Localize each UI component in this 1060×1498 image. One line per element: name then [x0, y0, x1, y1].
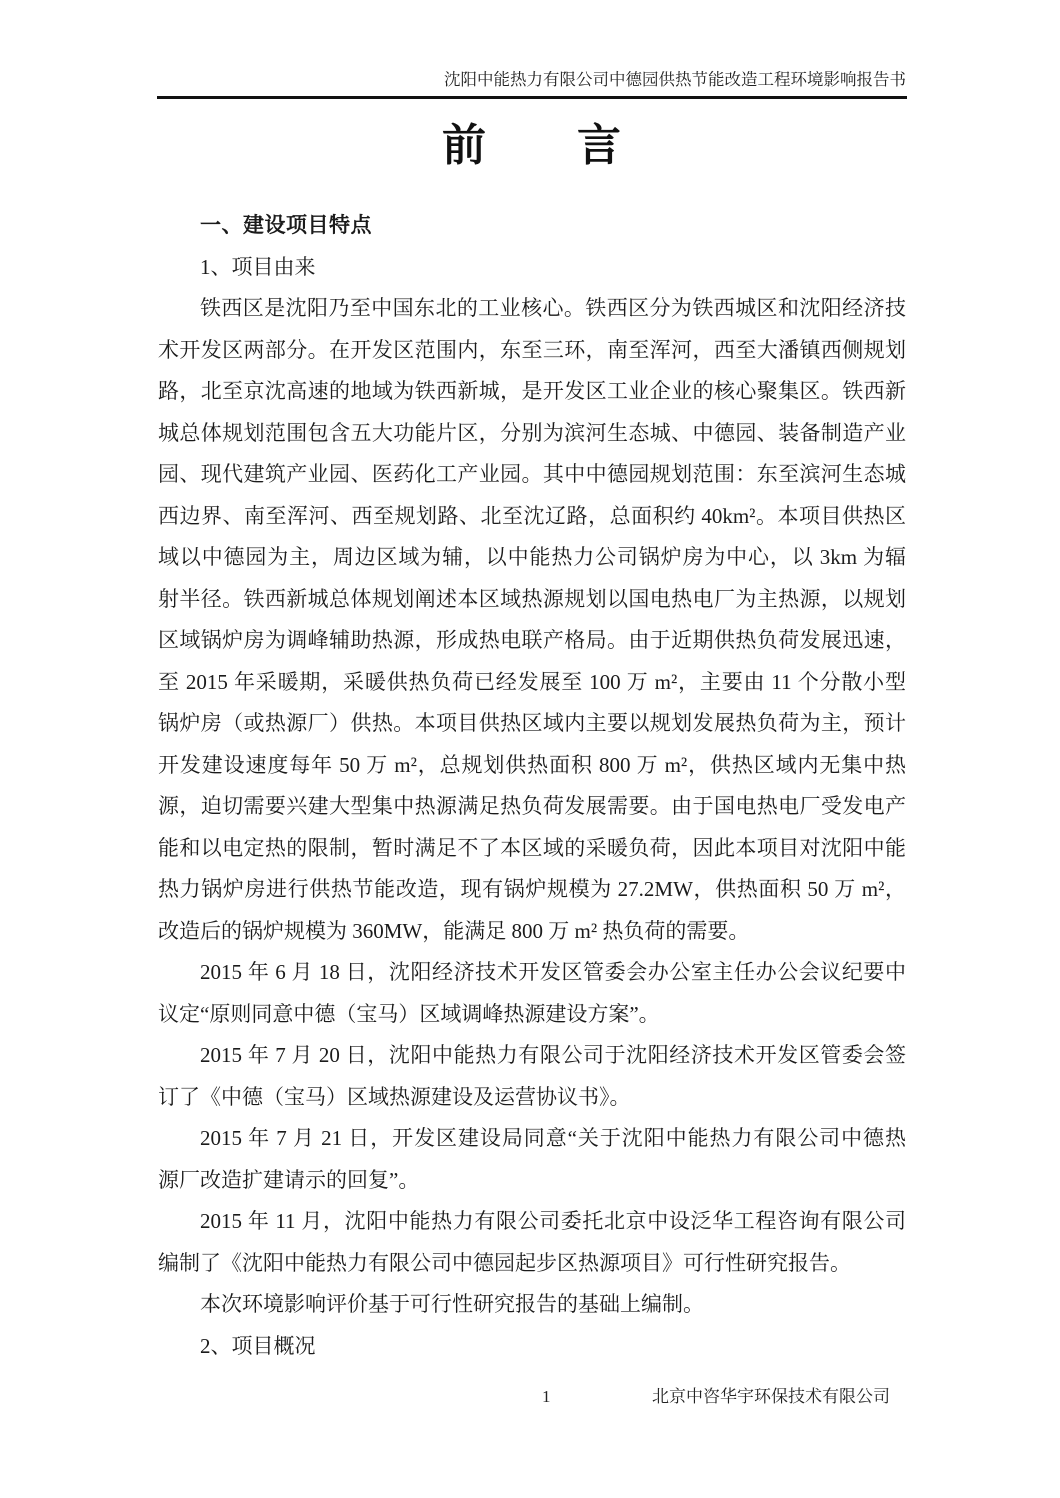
paragraph-1-line: 区域锅炉房为调峰辅助热源，形成热电联产格局。由于近期供热负荷发展迅速，	[158, 628, 906, 652]
paragraph-1-line: 开发建设速度每年 50 万 m²，总规划供热面积 800 万 m²，供热区域内无集中热	[158, 752, 906, 777]
paragraph-4-line: 源厂改造扩建请示的回复”。	[158, 1167, 420, 1192]
paragraph-3-line: 2015 年 7 月 20 日，沈阳中能热力有限公司于沈阳经济技术开发区管委会签	[200, 1043, 906, 1067]
page-header-title: 沈阳中能热力有限公司中德园供热节能改造工程环境影响报告书	[444, 70, 906, 89]
paragraph-1-line: 能和以电定热的限制，暂时满足不了本区域的采暖负荷，因此本项目对沈阳中能	[158, 835, 906, 860]
paragraph-1-line: 路，北至京沈高速的地域为铁西新城，是开发区工业企业的核心聚集区。铁西新	[158, 379, 906, 403]
paragraph-1-line: 园、现代建筑产业园、医药化工产业园。其中中德园规划范围：东至滨河生态城	[158, 462, 906, 486]
paragraph-1-line: 铁西区是沈阳乃至中国东北的工业核心。铁西区分为铁西城区和沈阳经济技	[200, 296, 906, 320]
paragraph-5-line: 2015 年 11 月，沈阳中能热力有限公司委托北京中设泛华工程咨询有限公司	[200, 1209, 906, 1233]
document-body	[158, 205, 906, 1367]
paragraph-1-line: 城总体规划范围包含五大功能片区，分别为滨河生态城、中德园、装备制造产业	[158, 420, 906, 445]
paragraph-5-line: 编制了《沈阳中能热力有限公司中德园起步区热源项目》可行性研究报告。	[158, 1250, 851, 1275]
section-heading-1: 一、建设项目特点	[200, 213, 372, 237]
paragraph-1-line: 术开发区两部分。在开发区范围内，东至三环，南至浑河，西至大潘镇西侧规划	[158, 337, 906, 362]
paragraph-1-line: 射半径。铁西新城总体规划阐述本区域热源规划以国电热电厂为主热源，以规划	[158, 586, 906, 611]
paragraph-1-line: 至 2015 年采暖期，采暖供热负荷已经发展至 100 万 m²，主要由 11 个分散小型	[158, 669, 906, 694]
paragraph-6-line: 本次环境影响评价基于可行性研究报告的基础上编制。	[200, 1292, 704, 1316]
paragraph-1-line: 源，迫切需要兴建大型集中热源满足热负荷发展需要。由于国电热电厂受发电产	[158, 794, 906, 818]
footer-company-name: 北京中咨华宇环保技术有限公司	[652, 1387, 890, 1406]
paragraph-1-line: 西边界、南至浑河、西至规划路、北至沈辽路，总面积约 40km²。本项目供热区	[158, 503, 906, 528]
page-number: 1	[542, 1387, 551, 1406]
paragraph-4-line: 2015 年 7 月 21 日，开发区建设局同意“关于沈阳中能热力有限公司中德热	[200, 1126, 906, 1150]
paragraph-3-line: 订了《中德（宝马）区域热源建设及运营协议书》。	[158, 1084, 631, 1109]
paragraph-1-line: 改造后的锅炉规模为 360MW，能满足 800 万 m² 热负荷的需要。	[158, 918, 750, 943]
paragraph-2-line: 议定“原则同意中德（宝马）区域调峰热源建设方案”。	[158, 1001, 660, 1026]
subsection-heading-2: 2、项目概况	[200, 1333, 316, 1358]
subsection-heading-1: 1、项目由来	[200, 254, 316, 279]
page-title: 前 言	[442, 121, 622, 170]
header-divider-line	[157, 96, 907, 99]
paragraph-1-line: 域以中德园为主，周边区域为辅，以中能热力公司锅炉房为中心，以 3km 为辐	[158, 545, 906, 569]
paragraph-1-line: 锅炉房（或热源厂）供热。本项目供热区域内主要以规划发展热负荷为主，预计	[158, 711, 906, 735]
paragraph-1-line: 热力锅炉房进行供热节能改造，现有锅炉规模为 27.2MW，供热面积 50 万 m²，	[158, 877, 906, 901]
paragraph-2-line: 2015 年 6 月 18 日，沈阳经济技术开发区管委会办公室主任办公会议纪要中	[200, 960, 906, 984]
page-footer	[158, 1382, 906, 1412]
